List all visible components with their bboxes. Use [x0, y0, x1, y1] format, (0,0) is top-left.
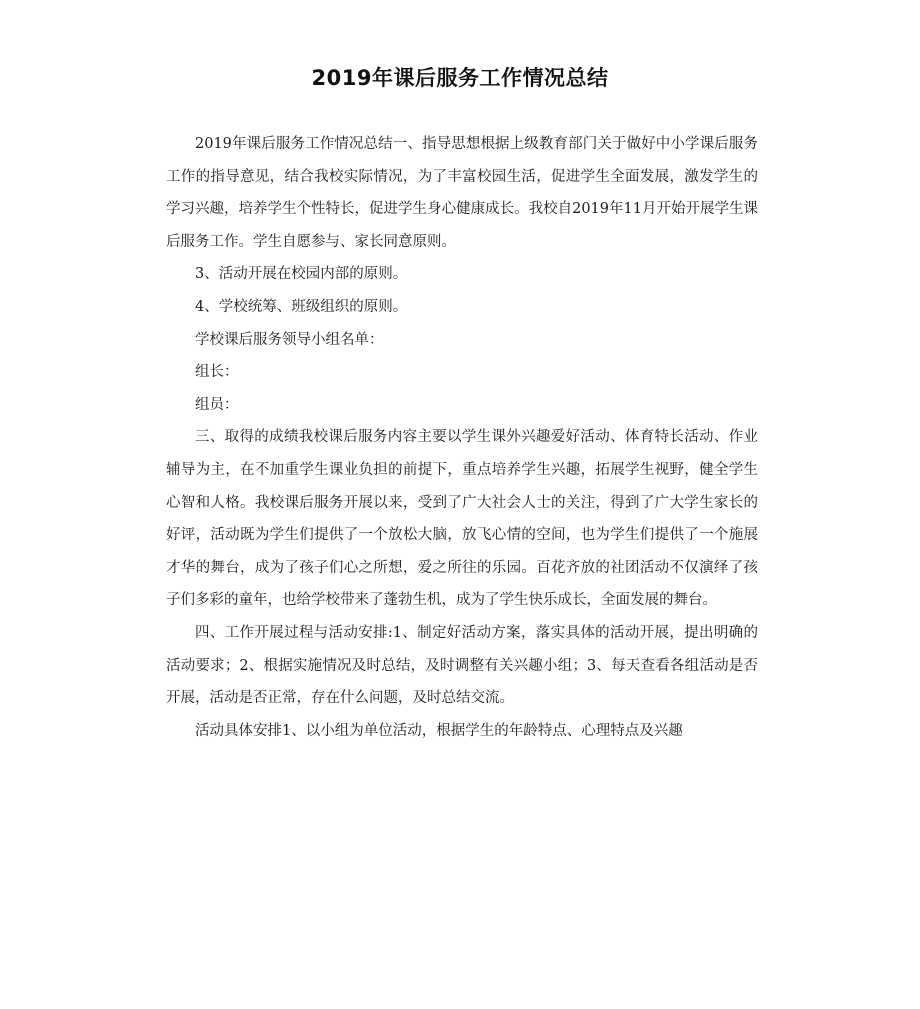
paragraph-team-members: 组员：	[195, 396, 239, 413]
paragraph-principle-3: 3、活动开展在校园内部的原则。	[195, 266, 408, 283]
paragraph-principle-4: 4、学校统筹、班级组织的原则。	[195, 298, 408, 315]
paragraph-leadership-list: 学校课后服务领导小组名单：	[195, 331, 384, 348]
paragraph-achievements: 三、取得的成绩我校课后服务内容主要以学生课外兴趣爱好活动、体育特长活动、作业辅导为主，在不加重学生课业负担的前提下，重点培养学生兴趣，拓展学生视野，健全学生心智和人格。我校课后服务开展以来，受到了广大社会人士的关注，得到了广大学生家长的好评，活动既为学生们提供了一个放松大脑，放飞心情的空间，也为学生们提供了一个施展才华的舞台，成为了孩子们心之所想，爱之所往的乐园。百花齐放的社团活动不仅演绎了孩子们多彩的童年，也给学校带来了蓬勃生机，成为了学生快乐成长，全面发展的舞台。	[166, 429, 758, 609]
paragraph-process: 四、工作开展过程与活动安排:1、制定好活动方案，落实具体的活动开展，提出明确的活动要求；2、根据实施情况及时总结，及时调整有关兴趣小组；3、每天查看各组活动是否开展，活动是否正常，存在什么问题，及时总结交流。	[166, 624, 758, 707]
document-body	[166, 128, 758, 747]
paragraph-arrangement: 活动具体安排1、以小组为单位活动，根据学生的年龄特点、心理特点及兴趣	[195, 722, 683, 739]
document-title: 2019年课后服务工作情况总结	[311, 66, 609, 90]
paragraph-intro: 2019年课后服务工作情况总结一、指导思想根据上级教育部门关于做好中小学课后服务工作的指导意见，结合我校实际情况，为了丰富校园生活，促进学生全面发展，激发学生的学习兴趣，培养学生个性特长，促进学生身心健康成长。我校自2019年11月开始开展学生课后服务工作。学生自愿参与、家长同意原则。	[166, 136, 758, 250]
paragraph-team-leader: 组长：	[195, 364, 239, 381]
